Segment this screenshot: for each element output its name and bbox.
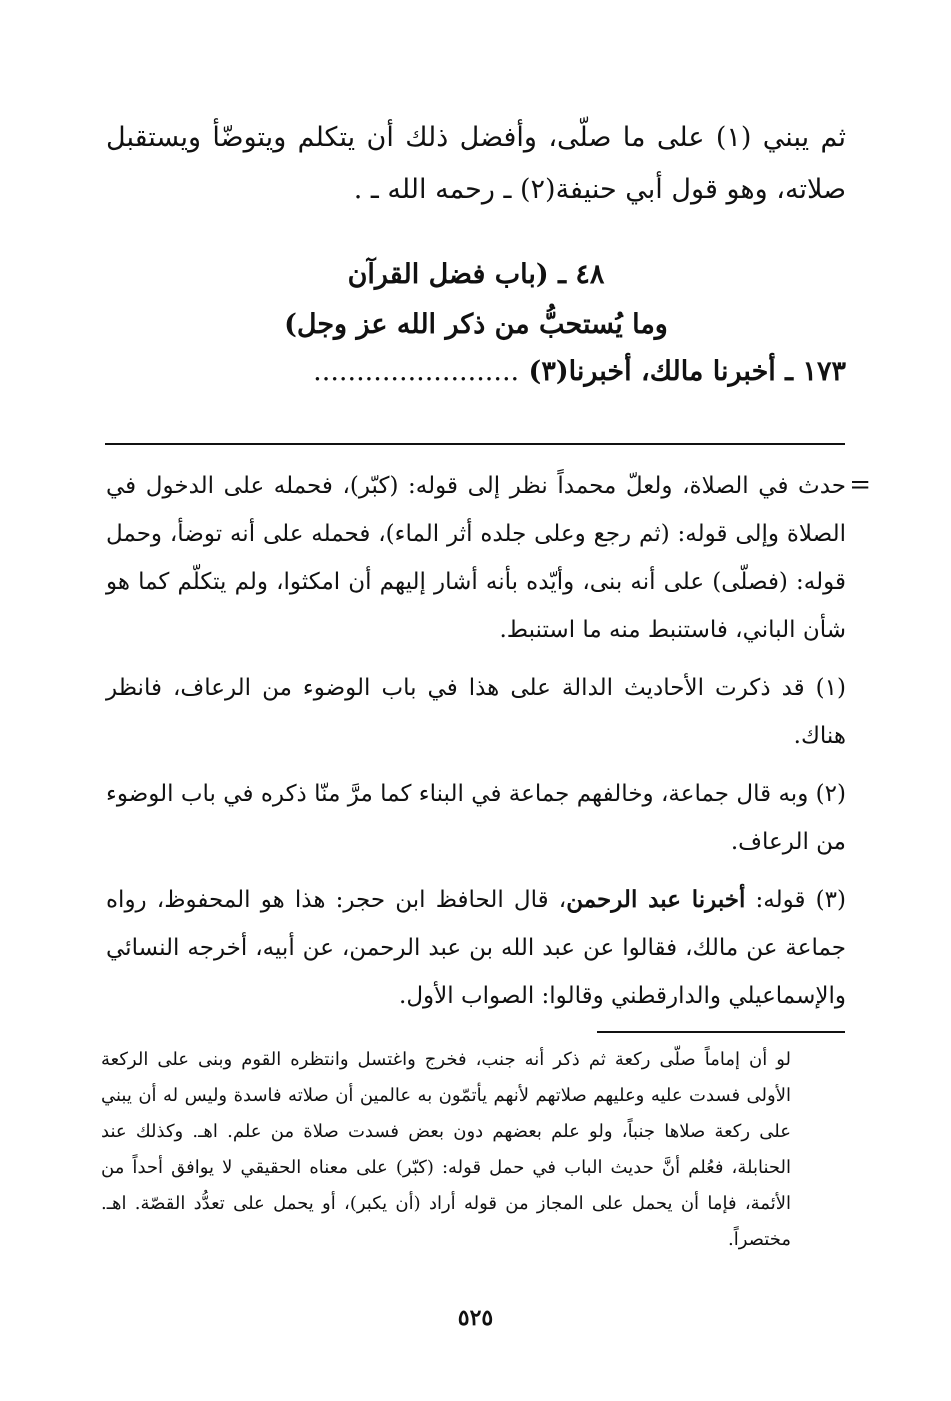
- hadith-text: ١٧٣ ـ أخبرنا مالك، أخبرنا(٣): [528, 356, 846, 387]
- subnote: [101, 1042, 791, 1258]
- footnote-continuation-mark: =: [849, 470, 871, 500]
- footnote-continuation: حدث في الصلاة، ولعلّ محمداً نظر إلى قوله: (كبّر)، فحمله على الدخول في الصلاة وإلى قوله: (ثم رجع وعلى جلده أثر الماء)، فحمله على أنه توضأ، وحمل قوله: (فصلّى) على أنه بنى، وأيّده بأنه أشار إليهم أن امكثوا، ولم يتكلّم كما هو شأن الباني، فاستنبط منه ما استنبط.: [106, 473, 846, 643]
- chapter-title-line-1: ٤٨ ـ (باب فضل القرآن: [347, 259, 605, 290]
- subnote-text: لو أن إماماً صلّى ركعة ثم ذكر أنه جنب، فخرج واغتسل وانتظره القوم وبنى على الركعة الأولى فسدت عليه وعليهم صلاتهم لأنهم يأتمّون به عالمين أن صلاته فاسدة وليس له أن يبني على ركعة صلاها جنباً، ولو علم بعضهم دون بعض فسدت صلاة من علم. اهـ. وكذلك عند الحنابلة، فعُلم أنَّ حديث الباب في حمل قوله: (كبّر) على معناه الحقيقي لا يوافق أحداً من الأئمة، فإما أن يحمل على المجاز من قوله أراد (أن يكبر)، أو يحمل على تعدُّد القصّة. اهـ. مختصراً.: [101, 1049, 791, 1250]
- footnote-3-prefix: (٣) قوله:: [745, 887, 846, 913]
- subnote-separator: [597, 1031, 845, 1033]
- chapter-heading: [106, 250, 846, 350]
- footnote-1: (١) قد ذكرت الأحاديث الدالة على هذا في باب الوضوء من الرعاف، فانظر هناك.: [106, 675, 846, 749]
- page-number: ٥٢٥: [457, 1305, 494, 1331]
- main-text: [106, 112, 846, 216]
- footnote-3-lemma: أخبرنا عبد الرحمن: [566, 886, 746, 913]
- footnote-3: [106, 876, 846, 1020]
- hadith-ellipsis: ........................: [313, 356, 520, 387]
- footnote-separator: [105, 443, 845, 445]
- footnotes: [106, 462, 846, 1030]
- chapter-title-line-2: وما يُستحبُّ من ذكر الله عز وجل): [284, 309, 668, 340]
- footnote-3-text: ، قال الحافظ ابن حجر: هذا هو المحفوظ، رواه جماعة عن مالك، فقالوا عن عبد الله بن عبد الرحمن، عن أبيه، أخرجه النسائي والإسماعيلي والدارقطني وقالوا: الصواب الأول.: [106, 887, 846, 1009]
- hadith-line: [106, 352, 846, 392]
- main-paragraph: ثم يبني (١) على ما صلّى، وأفضل ذلك أن يتكلم ويتوضّأ ويستقبل صلاته، وهو قول أبي حنيفة(٢) ـ رحمه الله ـ .: [106, 122, 846, 205]
- footnote-2: (٢) وبه قال جماعة، وخالفهم جماعة في البناء كما مرَّ منّا ذكره في باب الوضوء من الرعاف.: [106, 781, 846, 855]
